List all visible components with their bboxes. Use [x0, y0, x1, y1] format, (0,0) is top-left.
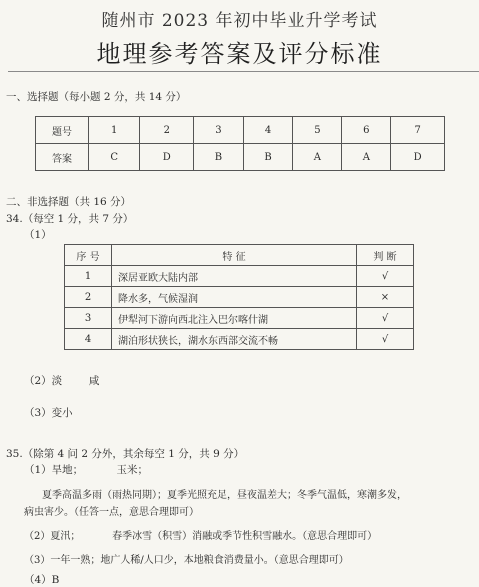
table-row: [65, 266, 414, 287]
row-label-answer: 答案: [36, 144, 89, 171]
q35-part4-answer: （4）B: [24, 574, 60, 586]
q35-part1-detail-continued: 病虫害少。（任答一点，意思合理即可）: [24, 507, 199, 518]
table-row: [36, 117, 445, 144]
q34-part3-answer: （3）变小: [24, 407, 73, 419]
table-row: [36, 144, 445, 171]
q35-part1-answer: （1）旱地； 玉米；: [24, 464, 149, 476]
table-cell: ×: [357, 287, 414, 308]
document-title: 地理参考答案及评分标准: [96, 40, 383, 68]
q34-part1-label: （1）: [24, 229, 52, 241]
table-cell: 2: [140, 117, 194, 144]
row-label-question-number: 题号: [36, 117, 89, 144]
table-cell: 湖泊形状狭长，湖水东西部交流不畅: [112, 329, 357, 350]
table-cell: √: [357, 308, 414, 329]
table-cell: A: [293, 144, 342, 171]
q35-part3-answer: （3）一年一熟；地广人稀/人口少，本地粮食消费量小。（意思合理即可）: [24, 555, 349, 566]
table-cell: C: [89, 144, 140, 171]
table-cell: 3: [194, 117, 244, 144]
multiple-choice-answer-table: [35, 116, 445, 171]
title-divider: [8, 71, 479, 72]
table-cell: 1: [89, 117, 140, 144]
table-header-row: [65, 245, 414, 266]
q35-heading: 35.（除第 4 问 2 分外，其余每空 1 分，共 9 分）: [6, 448, 245, 460]
table-cell: 2: [65, 287, 112, 308]
table-cell: B: [194, 144, 244, 171]
table-cell: √: [357, 329, 414, 350]
table-row: [65, 287, 414, 308]
table-cell: D: [140, 144, 194, 171]
exam-title: 随州市 2023 年初中毕业升学考试: [101, 11, 378, 31]
table-cell: 降水多，气候湿润: [112, 287, 357, 308]
table-cell: 4: [243, 117, 293, 144]
table-cell: 伊犁河下游向西北注入巴尔喀什湖: [112, 308, 357, 329]
section2-heading: 二、非选择题（共 16 分）: [6, 196, 132, 208]
table-cell: 3: [65, 308, 112, 329]
table-row: [65, 329, 414, 350]
feature-judgement-table: [64, 244, 414, 350]
table-cell: 6: [342, 117, 391, 144]
section1-heading: 一、选择题（每小题 2 分，共 14 分）: [6, 91, 187, 103]
table-cell: 深居亚欧大陆内部: [112, 266, 357, 287]
q35-part1-detail: 夏季高温多雨（雨热同期）；夏季光照充足，昼夜温差大；冬季气温低，寒潮多发，: [42, 490, 407, 501]
q34-part2-answer: （2）淡 咸: [24, 375, 100, 387]
column-header: 序 号: [65, 245, 112, 266]
table-cell: B: [243, 144, 293, 171]
table-cell: 1: [65, 266, 112, 287]
q35-part2-answer: （2）夏汛； 春季冰雪（积雪）消融或季节性积雪融水。（意思合理即可）: [24, 531, 378, 542]
table-cell: A: [342, 144, 391, 171]
table-cell: 7: [391, 117, 445, 144]
column-header: 特 征: [112, 245, 357, 266]
table-row: [65, 308, 414, 329]
column-header: 判 断: [357, 245, 414, 266]
table-cell: √: [357, 266, 414, 287]
table-cell: 5: [293, 117, 342, 144]
table-cell: 4: [65, 329, 112, 350]
q34-heading: 34.（每空 1 分，共 7 分）: [6, 213, 134, 225]
table-cell: D: [391, 144, 445, 171]
